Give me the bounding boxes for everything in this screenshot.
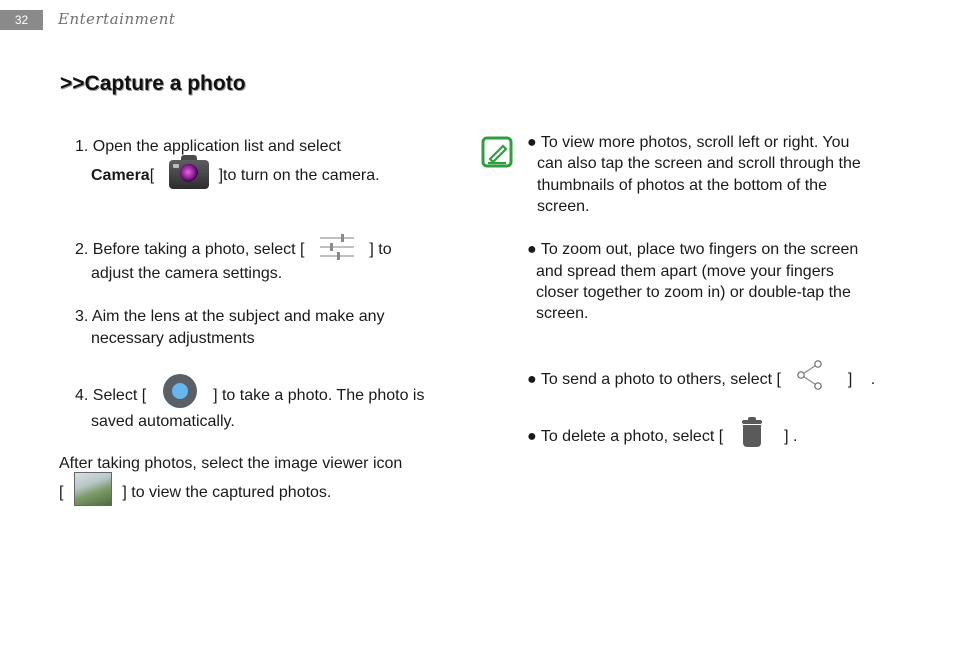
- shutter-button-icon: [163, 374, 197, 408]
- settings-sliders-icon: [317, 230, 357, 264]
- tip-1-line-3: thumbnails of photos at the bottom of the: [537, 177, 827, 194]
- step-3-line-2: necessary adjustments: [91, 330, 255, 347]
- bracket-open: [: [149, 167, 155, 185]
- tip-2-line-2: and spread them apart (move your fingers: [536, 263, 834, 280]
- tip-3-text-a: ● To send a photo to others, select [: [527, 371, 781, 389]
- step-4-text-a: 4. Select [: [75, 387, 147, 405]
- tip-1-line-2: can also tap the screen and scroll through the: [537, 155, 861, 172]
- tip-4-line: [527, 426, 797, 447]
- step-1-line-2: [91, 163, 380, 189]
- after-line-1: After taking photos, select the image viewer icon: [59, 455, 403, 472]
- after-bracket-open: [: [59, 484, 64, 502]
- step-2-line-1: [75, 236, 392, 264]
- step-4-line-1: [75, 384, 424, 408]
- tip-1-line-4: screen.: [537, 198, 590, 215]
- step-4-text-b: ] to take a photo. The photo is: [213, 387, 425, 405]
- section-name: Entertainment: [58, 10, 176, 28]
- after-tail: ] to view the captured photos.: [122, 484, 332, 502]
- tip-4-text-a: ● To delete a photo, select [: [527, 428, 724, 445]
- tip-3-text-c: .: [870, 371, 876, 389]
- tip-3-line: [527, 368, 875, 392]
- step-2-text-b: ] to: [369, 241, 392, 259]
- tip-2-line-4: screen.: [536, 305, 589, 322]
- trash-icon: [740, 417, 764, 447]
- camera-app-icon: [169, 155, 209, 189]
- step-1-tail: ]to turn on the camera.: [218, 167, 380, 185]
- step-4-line-2: saved automatically.: [91, 413, 235, 430]
- tip-2-line-3: closer together to zoom in) or double-tap the: [536, 284, 851, 301]
- note-pencil-icon: [481, 136, 513, 168]
- camera-label: Camera: [91, 167, 150, 185]
- tip-3-text-b: ]: [847, 371, 853, 389]
- share-icon: [791, 358, 831, 392]
- image-viewer-icon: [74, 472, 112, 506]
- page-title: >>Capture a photo: [60, 72, 246, 95]
- tip-1-line-1: ● To view more photos, scroll left or right. You: [527, 134, 850, 151]
- step-1-line-1: 1. Open the application list and select: [75, 138, 341, 155]
- tip-4-text-b: ] .: [784, 428, 798, 445]
- page-number: 32: [0, 10, 43, 30]
- step-2-line-2: adjust the camera settings.: [91, 265, 283, 282]
- tip-2-line-1: ● To zoom out, place two fingers on the screen: [527, 241, 859, 258]
- after-line-2: [59, 480, 331, 506]
- step-2-text-a: 2. Before taking a photo, select [: [75, 241, 305, 259]
- step-3-line-1: 3. Aim the lens at the subject and make any: [75, 308, 385, 325]
